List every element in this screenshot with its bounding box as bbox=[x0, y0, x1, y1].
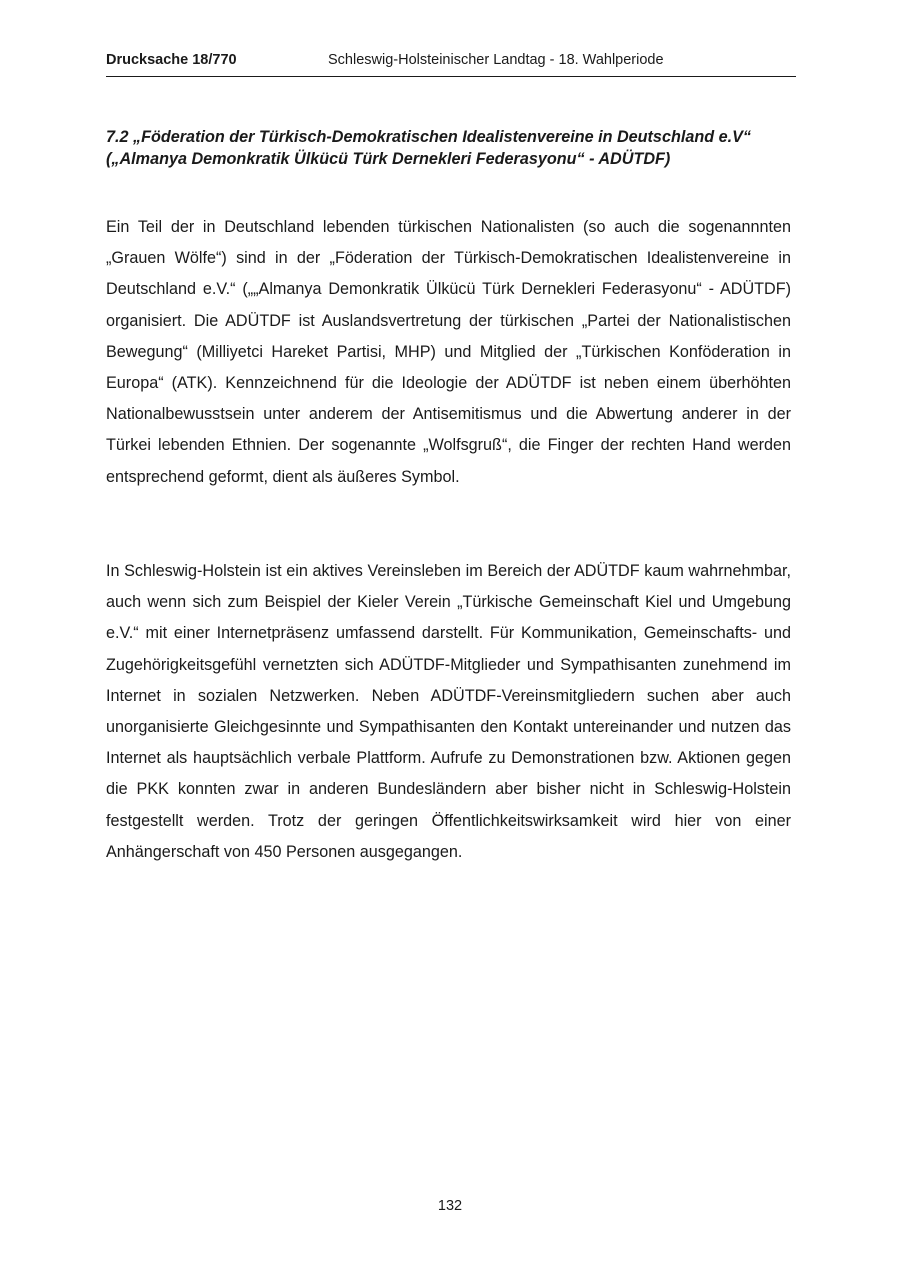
page-header bbox=[106, 50, 796, 74]
section-heading: 7.2 „Föderation der Türkisch-Demokratischen Idealistenvereine in Deutschland e.V“ („Almanya Demonkratik Ülkücü Türk Dernekleri Federasyonu“ - ADÜTDF) bbox=[106, 128, 751, 168]
page-number: 132 bbox=[437, 1198, 463, 1214]
document-number: Drucksache 18/770 bbox=[106, 52, 237, 68]
header-title: Schleswig-Holsteinischer Landtag - 18. Wahlperiode bbox=[328, 52, 664, 68]
header-divider bbox=[106, 76, 796, 77]
body-paragraph: Ein Teil der in Deutschland lebenden türkischen Nationalisten (so auch die sogenannnten „Grauen Wölfe“) sind in der „Föderation der Türkisch-Demokratischen Idealistenvereine in Deutschland e.V.“ („„Almanya Demonkratik Ülkücü Türk Dernekleri Federasyonu“ - ADÜTDF) organisiert. Die ADÜTDF ist Auslandsvertretung der türkischen „Partei der Nationalistischen Bewegung“ (Milliyetci Hareket Partisi, MHP) und Mitglied der „Türkischen Konföderation in Europa“ (ATK). Kennzeichnend für die Ideologie der ADÜTDF ist neben einem überhöhten Nationalbewusstsein unter anderem der Antisemitismus und die Abwertung anderer in der Türkei lebenden Ethnien. Der sogenannte „Wolfsgruß“, die Finger der rechten Hand werden entsprechend geformt, dient als äußeres Symbol. bbox=[106, 218, 791, 486]
body-paragraph: In Schleswig-Holstein ist ein aktives Vereinsleben im Bereich der ADÜTDF kaum wahrnehmbar, auch wenn sich zum Beispiel der Kieler Verein „Türkische Gemeinschaft Kiel und Umgebung e.V.“ mit einer Internetpräsenz umfassend darstellt. Für Kommunikation, Gemeinschafts- und Zugehörigkeitsgefühl vernetzten sich ADÜTDF-Mitglieder und Sympathisanten zunehmend im Internet in sozialen Netzwerken. Neben ADÜTDF-Vereinsmitgliedern suchen aber auch unorganisierte Gleichgesinnte und Sympathisanten den Kontakt untereinander und nutzen das Internet als hauptsächlich verbale Plattform. Aufrufe zu Demonstrationen bzw. Aktionen gegen die PKK konnten zwar in anderen Bundesländern aber bisher nicht in Schleswig-Holstein festgestellt werden. Trotz der geringen Öffentlichkeitswirksamkeit wird hier von einer Anhängerschaft von 450 Personen ausgegangen. bbox=[106, 562, 791, 861]
